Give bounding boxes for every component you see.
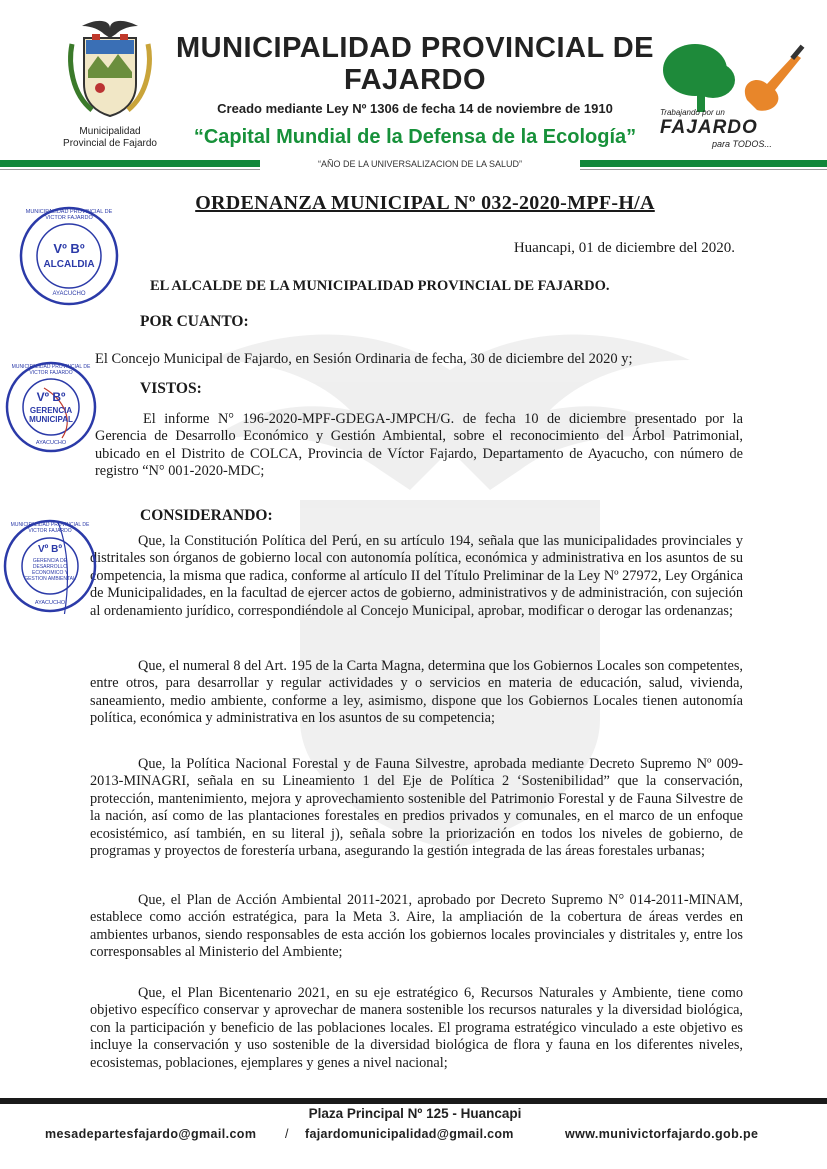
vistos-heading: VISTOS: <box>140 380 202 397</box>
year-motto: “AÑO DE LA UNIVERSALIZACION DE LA SALUD” <box>260 158 580 170</box>
paragraph-1: Que, la Constitución Política del Perú, en su artículo 194, señala que las municipalidades provinciales y distritales son órganos de gobierno local con autonomía política, económica y administrativa en los asuntos de su competencia, la misma que radica, conforme al artículo II del Título Preliminar de la Ley Nº 27972, Ley Orgánica de Municipalidades, en la facultad de ejercer actos de gobierno, administrativos y de administración, con sujeción al ordenamiento jurídico, correspondiéndole al Concejo Municipal, aprobar, modificar o derogar las ordenanzas; <box>90 533 743 619</box>
footer-address: Plaza Principal Nº 125 - Huancapi <box>308 1106 522 1121</box>
footer-email-municipalidad[interactable]: fajardomunicipalidad@gmail.com <box>305 1127 514 1141</box>
vistos-text: El informe N° 196-2020-MPF-GDEGA-JMPCH/G. de fecha 10 de diciembre presentado por la Gerencia de Desarrollo Económico y Gestión Ambiental, sobre el reconocimiento del Árbol Patrimonial, ubicado en el Distrito de COLCA, Provincia de Víctor Fajardo, Departamento de Ayacucho, con número de registro “N° 001-2020-MDC; <box>95 411 743 480</box>
footer-email-mesa[interactable]: mesadepartesfajardo@gmail.com <box>45 1127 257 1141</box>
paragraph-5: Que, el Plan Bicentenario 2021, en su eje estratégico 6, Recursos Naturales y Ambiente, tiene como objetivo específico conservar y aprovechar de manera sostenible los recursos naturales y la diversidad biológica, con la participación y beneficio de las poblaciones locales. El programa estratégico vinculado a este objetivo es incluye la conservación y uso sostenible de la diversidad biológica de flora y fauna en los diferentes niveles, ecosistemas, poblaciones, ejemplares y genes a nivel nacional; <box>90 985 743 1071</box>
brand-name: FAJARDO <box>660 117 758 138</box>
footer-divider <box>0 1098 827 1104</box>
paragraph-4: Que, el Plan de Acción Ambiental 2011-2021, aprobado por Decreto Supremo N° 014-2011-MINAM, establece como acción estratégica, para la Meta 3. Aire, la ampliación de la cobertura de áreas verdes en ambientes urbanos, siendo responsables de esta acción los gobiernos locales provinciales y distritales y, entre los corresponsables al Ministerio del Ambiente; <box>90 892 743 961</box>
municipal-shield-logo <box>62 14 158 122</box>
slogan: “Capital Mundial de la Defensa de la Ecología” <box>193 126 637 148</box>
institution-title: MUNICIPALIDAD PROVINCIAL DE FAJARDO <box>175 32 655 96</box>
ordinance-title: ORDENANZA MUNICIPAL Nº 032-2020-MPF-H/A <box>195 192 655 214</box>
paragraph-2: Que, el numeral 8 del Art. 195 de la Carta Magna, determina que los Gobiernos Locales son competentes, entre otros, para desarrollar y regular actividades y o servicios en materia de educación, salud, vivienda, saneamiento, medio ambiente, conforme a ley, asimismo, dispone que los Gobiernos Locales tienen autonomía política, económica y administrativa en los asuntos de su competencia; <box>90 658 743 727</box>
creation-law: Creado mediante Ley Nº 1306 de fecha 14 de noviembre de 1910 <box>217 101 613 116</box>
seal-gerencia-municipal: MUNICIPALIDAD PROVINCIAL DE VICTOR FAJARDO Vº Bº GERENCIA MUNICIPAL AYACUCHO <box>4 360 98 454</box>
footer-website[interactable]: www.munivictorfajardo.gob.pe <box>565 1127 759 1141</box>
brand-tagline: Trabajando por un <box>660 108 725 117</box>
seal-alcaldia: MUNICIPALIDAD PROVINCIAL DE VICTOR FAJARDO Vº Bº ALCALDIA AYACUCHO <box>18 205 120 307</box>
paragraph-3: Que, la Política Nacional Forestal y de Fauna Silvestre, aprobada mediante Decreto Supremo Nº 009-2013-MINAGRI, señala en su Lineamiento 1 del Eje de Política 2 ‘Sostenibilidad” que la conservación, protección, mantenimiento, mejora y aprovechamiento sostenible del Patrimonio Forestal y de Fauna Silvestre de la nación, así como de las plantaciones forestales en predios privados y comunales, en el marco de un enfoque ecosistémico, así también, en su literal j), señala sobre la priorización en todos los niveles de gobierno, de programas y proyectos de forestería urbana, asegurando la gestión integrada de las áreas forestales urbanas; <box>90 756 743 860</box>
brand-tail: para TODOS... <box>712 139 772 149</box>
por-cuanto-heading: POR CUANTO: <box>140 313 249 330</box>
considerando-heading: CONSIDERANDO: <box>140 507 273 524</box>
por-cuanto-text: El Concejo Municipal de Fajardo, en Sesión Ordinaria de fecha, 30 de diciembre del 2020 y; <box>95 351 633 367</box>
mayor-heading: EL ALCALDE DE LA MUNICIPALIDAD PROVINCIAL DE FAJARDO. <box>150 278 610 294</box>
footer-separator: / <box>285 1127 289 1141</box>
seal-gerencia-desarrollo: MUNICIPALIDAD PROVINCIAL DE VICTOR FAJARDO Vº Bº GERENCIA DE DESARROLLO ECONOMICO Y GESTION AMBIENTAL AYACUCHO <box>2 518 98 614</box>
logo-caption: Municipalidad Provincial de Fajardo <box>63 126 157 149</box>
document-date: Huancapi, 01 de diciembre del 2020. <box>513 240 735 256</box>
brand-tree-logo <box>655 40 815 112</box>
